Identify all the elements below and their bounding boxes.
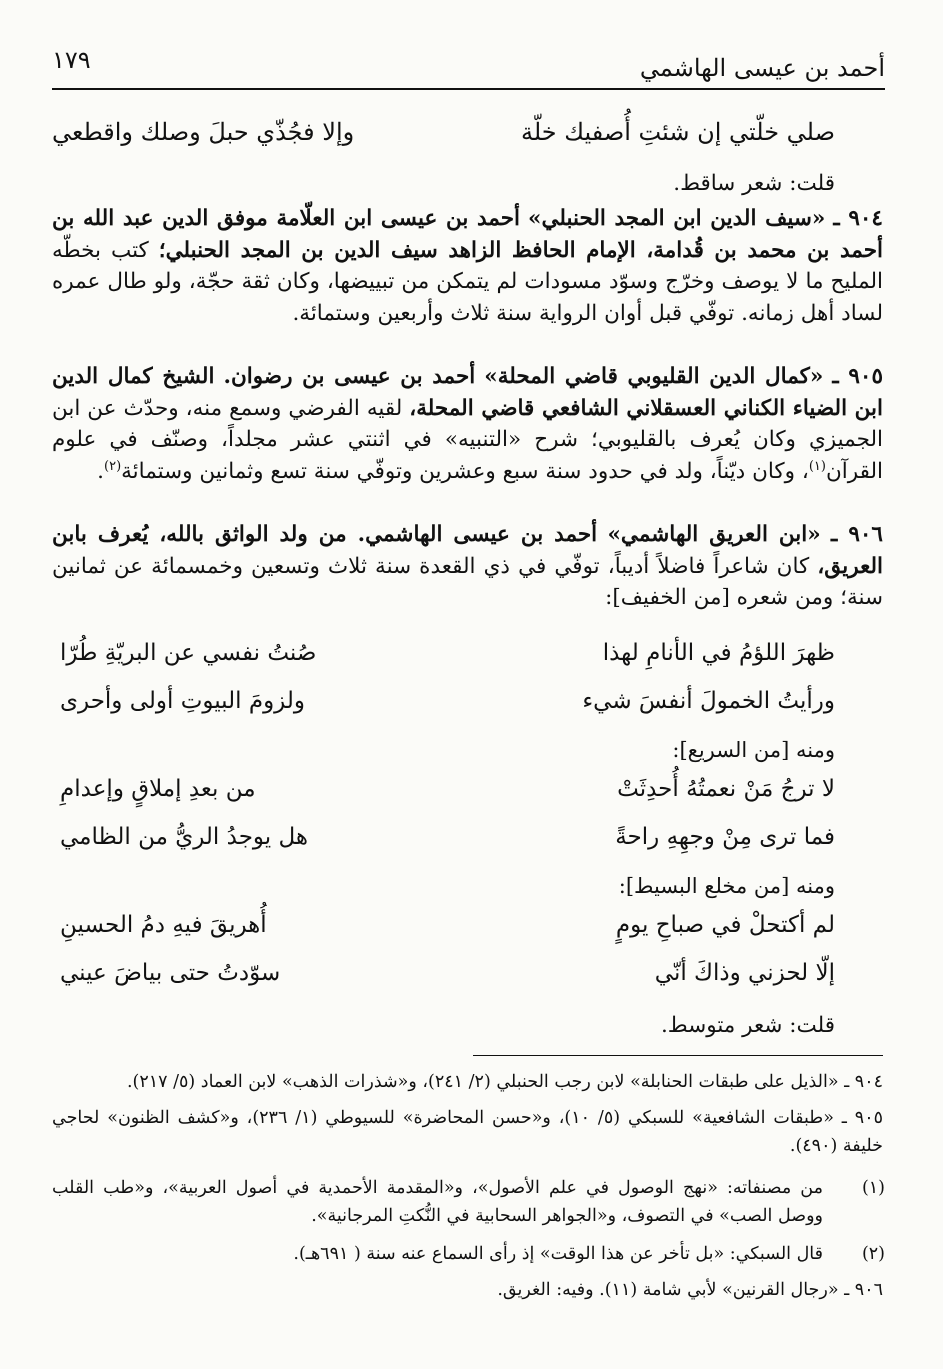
entry-905-text-b: ، وكان ديّناً، ولد في حدود سنة سبع وعشرين وتوفّي سنة تسع وثمانين وستمائة (121, 458, 809, 484)
entry-906-name: أحمد بن عيسى الهاشمي. من ولد الواثق بالله، يُعرف بابن العريق، (52, 522, 883, 579)
note-2-text: قال السبكي: «بل تأخر عن هذا الوقت» إذ رأى السماع عنه سنة ( ٦٩١هـ). (293, 1244, 823, 1264)
verdict-1: قلت: شعر ساقط. (673, 171, 835, 196)
entry-905-name: أحمد بن عيسى بن رضوان. (223, 364, 476, 389)
poem-sari (60, 776, 835, 872)
poem-hemistich-2: من بعدِ إملاقٍ وإعدامِ (60, 776, 256, 802)
poem-mukhalla (60, 912, 835, 1008)
note-ref-2: (٢) (104, 458, 122, 474)
entry-904-name: أحمد بن عيسى ابن العلّامة موفق الدين عبد الله بن أحمد بن محمد بن قُدامة، الإمام الحافظ الزاهد سيف الدين بن المجد الحنبلي؛ (52, 206, 883, 263)
poem-line (60, 640, 835, 688)
note-1-number: (١) (861, 1178, 885, 1198)
poem-line (60, 912, 835, 960)
footnote-904: ٩٠٤ ـ «الذيل على طبقات الحنابلة» لابن رجب الحنبلي (٢/ ٢٤١)، و«شذرات الذهب» لابن العماد (٥/ ٢١٧). (126, 1072, 883, 1092)
poem-line (60, 776, 835, 824)
footnote-divider (473, 1055, 883, 1056)
poem-line (60, 960, 835, 1008)
meter-label-sari: ومنه [من السريع]: (672, 738, 835, 762)
entry-906-number: ٩٠٦ ـ (831, 522, 883, 547)
entry-905-name-2: الشيخ كمال الدين ابن الضياء الكناني العسقلاني الشافعي قاضي المحلة، (52, 364, 884, 421)
note-1 (52, 1174, 885, 1230)
poem-line (60, 688, 835, 736)
verse-hemistich-2: وإلا فجُذّي حبلَ وصلك واقطعي (52, 118, 355, 146)
top-verse (52, 118, 835, 162)
poem-hemistich-1: إلّا لحزني وذاكَ أنّي (654, 960, 835, 986)
note-2 (52, 1240, 885, 1268)
meter-label-mukhalla: ومنه [من مخلع البسيط]: (618, 874, 835, 898)
poem-hemistich-2: ولزومَ البيوتِ أولى وأحرى (60, 688, 305, 714)
entry-906 (52, 519, 883, 614)
note-ref-1: (١) (808, 458, 826, 474)
note-1-text: من مصنفاته: «نهج الوصول في علم الأصول»، و«المقدمة الأحمدية في أصول العربية»، و«طب القلب ووصل الصب» في التصوف، و«الجواهر السحابية في النُّكتِ المرجانية». (52, 1178, 823, 1226)
entry-904 (52, 203, 883, 329)
poem-hemistich-2: هل يوجدُ الريُّ من الظامي (60, 824, 309, 850)
page-number: ١٧٩ (52, 46, 91, 74)
poem-hemistich-2: صُنتُ نفسي عن البريّةِ طُرّا (60, 640, 317, 666)
entry-905-number: ٩٠٥ ـ (832, 364, 883, 389)
entry-904-text: كتب بخطّه المليح ما لا يوصف وخرّج وسوّد مسودات لم يتمكن من تبييضها، وكان ثقة حجّة، ولو طال عمره لساد أهل زمانه. توفّي قبل أوان الرواية سنة ثلاث وأربعين وستمائة. (52, 237, 883, 326)
running-head (52, 40, 885, 90)
poem-hemistich-1: لا ترجُ مَنْ نعمتُهُ أُحدِثَتْ (617, 776, 835, 802)
poem-khafif (60, 640, 835, 736)
poem-hemistich-1: ورأيتُ الخمولَ أنفسَ شيء (582, 688, 835, 714)
footnote-906: ٩٠٦ ـ «رجال القرنين» لأبي شامة (١١). وفيه: الغريق. (497, 1280, 883, 1300)
note-2-number: (٢) (861, 1244, 885, 1264)
entry-904-number: ٩٠٤ ـ (833, 206, 883, 231)
poem-line (60, 824, 835, 872)
entry-906-text: كان شاعراً فاضلاً أديباً، توفّي في ذي القعدة سنة ثلاث وتسعين وخمسمائة عن ثمانين سنة؛ ومن شعره [من الخفيف]: (52, 553, 883, 610)
entry-906-title: «ابن العريق الهاشمي» (607, 522, 821, 547)
entry-905-title: «كمال الدين القليوبي قاضي المحلة» (484, 364, 824, 389)
poem-hemistich-2: سوّدتُ حتى بياضَ عيني (60, 960, 281, 986)
running-title: أحمد بن عيسى الهاشمي (639, 54, 885, 82)
entry-905-text-c: . (97, 458, 104, 484)
poem-hemistich-2: أُهريقَ فيهِ دمُ الحسينِ (60, 912, 267, 938)
entry-905-text-a: لقيه الفرضي وسمع منه، وحدّث عن ابن الجميزي وكان يُعرف بالقليوبي؛ شرح «التنبيه» في اثنتي عشر مجلداً، وصنّف في علوم القرآن (52, 395, 883, 484)
poem-hemistich-1: فما ترى مِنْ وجهِهِ راحةً (615, 824, 835, 850)
poem-hemistich-1: ظهرَ اللؤمُ في الأنامِ لهذا (602, 640, 835, 666)
footnote-905: ٩٠٥ ـ «طبقات الشافعية» للسبكي (٥/ ١٠)، و«حسن المحاضرة» للسيوطي (١/ ٢٣٦)، و«كشف الظنون» لحاجي خليفة (٤٩٠). (52, 1108, 883, 1156)
poem-hemistich-1: لم أكتحلْ في صباحِ يومٍ (615, 912, 835, 938)
verdict-2: قلت: شعر متوسط. (660, 1013, 835, 1038)
verse-hemistich-1: صلي خلّتي إن شئتِ أُصفيك خلّة (520, 118, 835, 146)
entry-904-title: «سيف الدين ابن المجد الحنبلي» (528, 206, 826, 231)
entry-905 (52, 361, 883, 487)
